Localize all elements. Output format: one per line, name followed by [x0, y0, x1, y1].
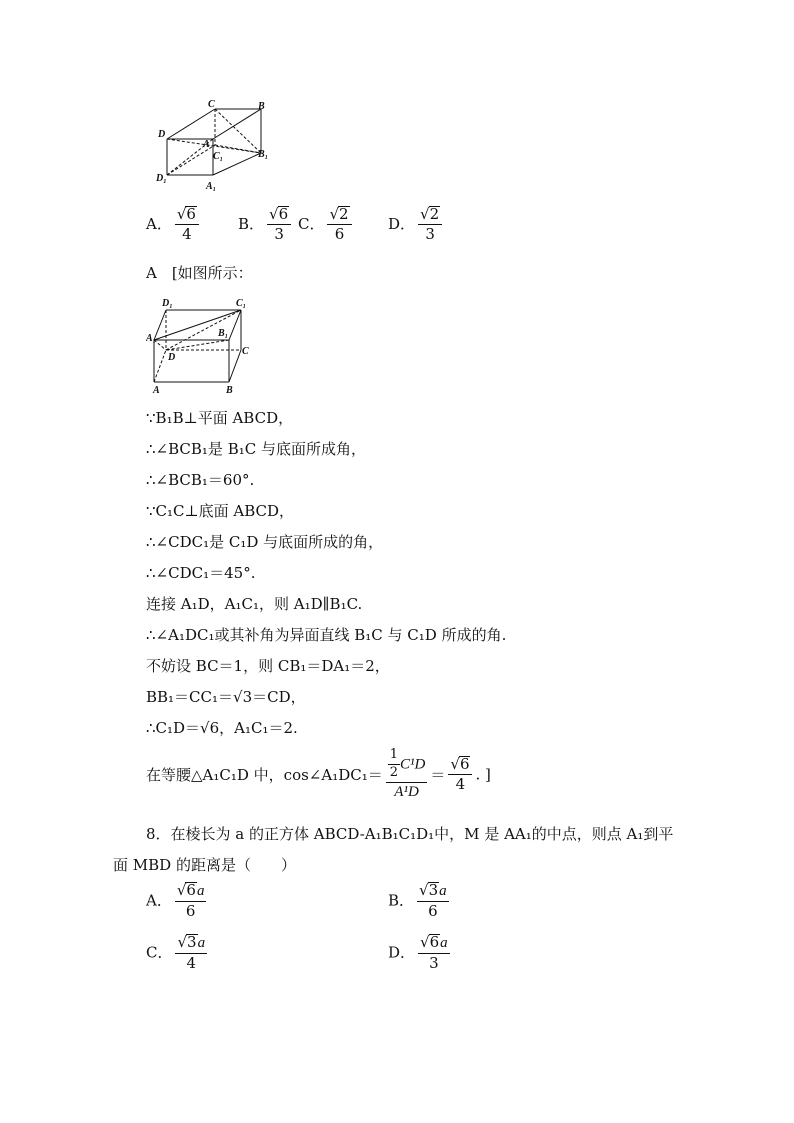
figure-cuboid-1 [150, 97, 280, 193]
q7-option-d[interactable]: D． $\frac{√2}{3}$ [388, 206, 445, 244]
fig2-label-C1: C₁ [236, 298, 247, 309]
q8-stem-line2: 面 MBD 的距离是（ ） [113, 856, 296, 874]
fig1-label-D: D [158, 129, 166, 140]
solution-line-6: ∴∠CDC₁＝45°. [146, 564, 256, 582]
fig2-label-B: B [226, 385, 233, 396]
fig1-label-D1: D₁ [156, 173, 167, 184]
cosine-result-line: 在等腰△A₁C₁D 中，cos∠A₁DC₁＝ $\frac{1}{2}$ C¹D A¹D ＝ $\frac{√6}{4}$ . ] [146, 747, 491, 800]
solution-line-9: 不妨设 BC＝1，则 CB₁＝DA₁＝2， [146, 657, 390, 675]
solution-line-10: BB₁＝CC₁＝√3＝CD， [146, 688, 306, 706]
q7-option-a[interactable]: A． $\frac{√6}{4}$ [146, 206, 202, 244]
solution-line-1: ∵B₁B⊥平面 ABCD， [146, 409, 294, 427]
fig1-label-C: C [208, 99, 215, 110]
fig1-label-C1: C₁ [213, 151, 224, 162]
solution-line-11: ∴C₁D＝√6，A₁C₁＝2. [146, 719, 298, 737]
cosine-value: $\frac{√6}{4}$ [448, 756, 472, 794]
fig1-label-B: B [258, 101, 265, 112]
solution-line-5: ∴∠CDC₁是 C₁D 与底面所成的角， [146, 533, 384, 551]
fig2-label-D: D [168, 352, 176, 363]
fig2-label-B1: B₁ [218, 328, 229, 339]
solution-line-2: ∴∠BCB₁是 B₁C 与底面所成角， [146, 440, 366, 458]
q8-option-d[interactable]: D． $\frac{√6a}{3}$ [388, 933, 448, 973]
fig2-label-D1: D₁ [162, 298, 173, 309]
figure-cuboid-2 [146, 296, 256, 396]
q8-option-b[interactable]: B． $\frac{√3a}{6}$ [388, 881, 447, 921]
solution-line-8: ∴∠A₁DC₁或其补角为异面直线 B₁C 与 C₁D 所成的角. [146, 626, 507, 644]
solution-line-4: ∵C₁C⊥底面 ABCD， [146, 502, 295, 520]
q7-option-c[interactable]: C． $\frac{√2}{6}$ [298, 206, 355, 244]
solution-line-7: 连接 A₁D，A₁C₁，则 A₁D∥B₁C. [146, 595, 363, 613]
fig2-label-A1: A₁ [146, 333, 157, 344]
q8-stem-line1: 8．在棱长为 a 的正方体 ABCD-A₁B₁C₁D₁中，M 是 AA₁的中点，则点 A₁到平 [146, 825, 674, 843]
q8-option-a[interactable]: A． $\frac{√6a}{6}$ [146, 881, 205, 921]
solution-line-3: ∴∠BCB₁＝60°. [146, 471, 255, 489]
fig1-label-A: A [203, 139, 210, 150]
cosine-fraction: $\frac{1}{2}$ C¹D A¹D [386, 748, 428, 801]
answer-header: A [如图所示： [146, 264, 253, 282]
fig2-label-C: C [242, 346, 249, 357]
fig1-label-A1: A₁ [206, 181, 217, 192]
q7-option-b[interactable]: B． $\frac{√6}{3}$ [238, 206, 294, 244]
fig1-label-B1: B₁ [258, 149, 269, 160]
fig2-label-A: A [153, 385, 160, 396]
q8-option-c[interactable]: C． $\frac{√3a}{4}$ [146, 933, 206, 973]
